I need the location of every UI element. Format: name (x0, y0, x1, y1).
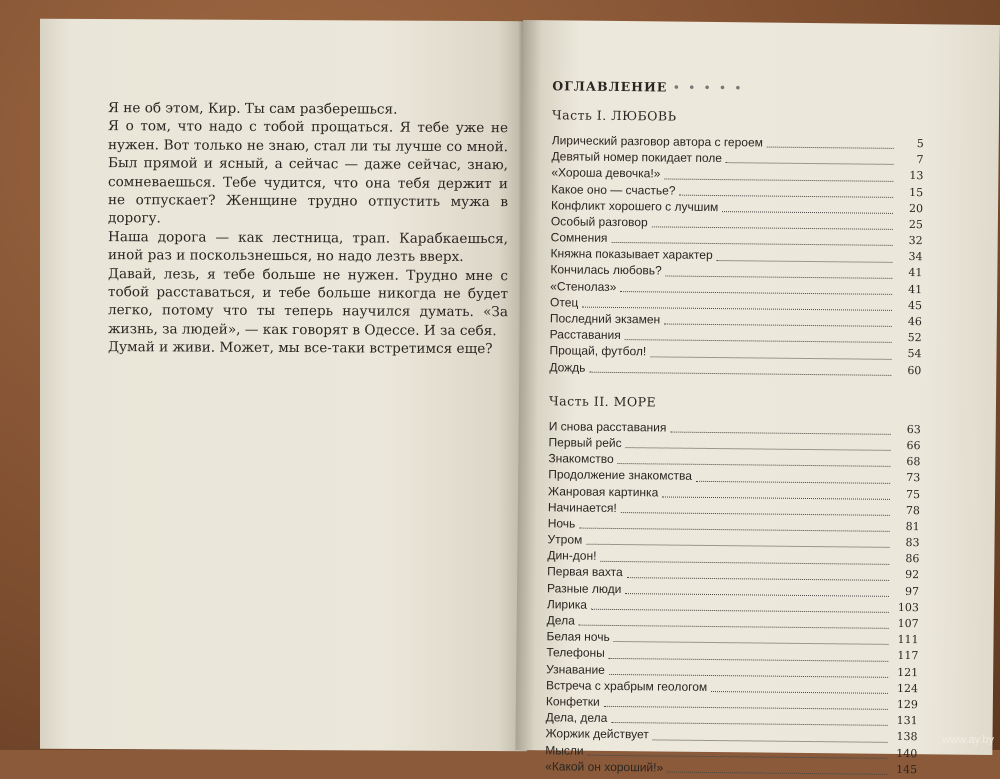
toc-entry-title: «Хороша девочка!» (551, 165, 661, 181)
toc-leader-dots (679, 193, 893, 197)
toc-entry-page: 117 (897, 649, 919, 663)
toc-leader-dots (614, 640, 889, 645)
toc-entry-title: Первая вахта (547, 564, 623, 580)
paragraph: Я о том, что надо с тобой прощаться. Я тебе уже не нужен. Вот только не знаю, стал ли ты лучше со мной. Был прямой и ясный, а сейчас — даже сейчас, знаю, сомневаешься. Тебе чудится, что она тебя держит и не отпускает? Женщине трудно отпустить мужа в дорогу. (108, 118, 508, 227)
toc-leader-dots (579, 527, 889, 532)
toc-entry-page: 140 (896, 746, 918, 760)
toc-entry-page: 103 (897, 600, 919, 615)
toc-leader-dots (620, 290, 892, 295)
toc-entry-page: 52 (907, 331, 922, 345)
toc-leader-dots (627, 576, 889, 581)
toc-leader-dots (604, 705, 888, 710)
toc-entry-title: Разные люди (546, 580, 622, 596)
toc-entry-page: 20 (908, 201, 924, 215)
toc-entry-page: 34 (908, 250, 923, 264)
toc-entry-title: «Какой он хороший!» (545, 759, 664, 775)
toc-entry-page: 83 (905, 536, 920, 550)
toc-entry-page: 13 (909, 169, 924, 183)
toc-entry-title: Телефоны (546, 645, 605, 661)
toc-leader-dots (626, 446, 891, 451)
toc-entry-title: Отец (549, 295, 579, 310)
toc-leader-dots (621, 511, 890, 516)
toc-entry-page: 92 (905, 568, 920, 582)
toc-entry-page: 145 (896, 762, 918, 776)
toc-title-text: ОГЛАВЛЕНИЕ (552, 78, 668, 95)
toc-entry-title: Дела, дела (545, 710, 608, 726)
toc-entry-page: 138 (896, 730, 918, 744)
toc-leader-dots (670, 431, 890, 435)
toc-entry-page: 81 (905, 519, 920, 534)
toc-entry-page: 86 (905, 552, 920, 566)
right-page (515, 20, 1000, 776)
watermark: www.ay.by (942, 734, 994, 746)
toc-leader-dots (609, 657, 889, 662)
toc-entry-title: Сомнения (550, 230, 608, 246)
toc-entry-title: Какое оно — счастье? (551, 181, 676, 198)
toc-leader-dots (586, 543, 889, 548)
part2-entries (545, 418, 921, 778)
toc-entry-title: Лирика (546, 597, 588, 612)
left-page (40, 19, 527, 752)
toc-entry-page: 5 (916, 137, 924, 151)
open-book (40, 20, 1000, 776)
toc-entry-page: 131 (896, 714, 918, 728)
toc-entry-title: «Стенолаз» (550, 278, 617, 294)
toc-leader-dots (579, 624, 889, 629)
toc-entry-title: Мысли (545, 742, 584, 758)
toc-leader-dots (767, 146, 894, 149)
toc-entry-title: Дождь (549, 359, 586, 375)
toc-leader-dots (591, 608, 889, 613)
toc-entry-page: 25 (908, 217, 923, 232)
toc-entry-page: 45 (907, 298, 923, 313)
toc-entry-page: 97 (904, 584, 920, 598)
toc-entry-page: 60 (907, 363, 922, 377)
toc-leader-dots (666, 274, 893, 278)
toc-leader-dots (664, 177, 893, 181)
toc-entry-page: 121 (897, 665, 919, 679)
toc-entry-page: 111 (897, 633, 919, 647)
paragraph: Думай и живи. Может, мы все-таки встретимся еще? (108, 339, 493, 358)
toc-entry-title: Дин-дон! (547, 548, 597, 564)
toc-title (552, 78, 924, 97)
toc-leader-dots (588, 753, 888, 758)
toc-entry-title: Знакомство (548, 451, 614, 467)
part1-heading: Часть I. ЛЮБОВЬ (551, 107, 677, 124)
toc-entry-title: Ночь (547, 516, 576, 531)
toc-entry-page: 75 (905, 487, 921, 501)
toc-entry-page: 129 (896, 697, 918, 712)
paragraph: Давай, лезь, я тебе больше не нужен. Трудно мне с тобой расставаться, и тебе больше никогда не будет легко, потому что ты теперь научился думать. «За жизнь, за людей», — как говорят в Одессе. И за себя. (108, 265, 508, 339)
toc-entry-title: Узнавание (546, 661, 605, 677)
toc-leader-dots (696, 479, 890, 483)
toc-leader-dots (667, 770, 887, 774)
toc-leader-dots (600, 559, 889, 564)
toc-leader-dots (625, 339, 892, 344)
toc-entry-title: И снова расставания (548, 419, 667, 435)
toc-entry-page: 66 (906, 439, 921, 453)
toc-entry-page: 46 (907, 315, 922, 329)
toc-entry-page: 78 (905, 503, 920, 517)
toc-entry-title: Особый разговор (550, 214, 648, 230)
toc-leader-dots (664, 323, 892, 327)
toc-entry-page: 107 (897, 617, 919, 631)
toc-entry-title: Утром (547, 532, 583, 547)
toc-leader-dots (589, 371, 891, 376)
toc-entry-title: Лирический разговор автора с героем (551, 133, 764, 150)
toc-entry-title: Конфликт хорошего с лучшим (550, 198, 719, 214)
toc-entry-title: Жанровая картинка (547, 483, 659, 499)
toc-leader-dots (726, 162, 894, 166)
toc-leader-dots (611, 721, 887, 726)
toc-title-dots: • • • • • (672, 79, 744, 96)
toc-leader-dots (662, 495, 890, 499)
toc-leader-dots (611, 241, 892, 246)
toc-leader-dots (653, 738, 888, 742)
toc-entry-title: Последний экзамен (549, 311, 661, 327)
toc-leader-dots (618, 462, 891, 467)
toc-leader-dots (722, 210, 893, 214)
toc-entry-title: Дела (546, 613, 575, 628)
toc-entry-page: 73 (906, 471, 921, 485)
paragraph: Наша дорога — как лестница, трап. Карабкаешься, иной раз и поскользнешься, но надо лезть вверх. (108, 228, 508, 266)
table-of-contents (545, 78, 924, 778)
part2-heading: Часть II. МОРЕ (548, 393, 657, 410)
left-page-text (108, 99, 508, 359)
toc-entry-title: Прощай, футбол! (549, 343, 647, 359)
toc-entry-title: Начинается! (547, 500, 617, 515)
toc-entry-title: Первый рейс (548, 435, 622, 451)
toc-leader-dots (652, 225, 893, 230)
toc-entry-title: Встреча с храбрым геологом (545, 678, 708, 694)
toc-entry-page: 41 (908, 266, 923, 280)
toc-entry-page: 63 (906, 422, 921, 436)
toc-entry-page: 7 (916, 153, 924, 167)
toc-entry-title: Расставания (549, 327, 621, 343)
toc-leader-dots (625, 592, 889, 597)
toc-leader-dots (711, 690, 888, 694)
toc-leader-dots (609, 673, 888, 678)
toc-entry-page: 68 (906, 455, 921, 469)
toc-entry-page: 54 (907, 347, 922, 361)
part1-entries (549, 132, 924, 379)
toc-entry (549, 359, 921, 379)
toc-entry-title: Конфетки (545, 694, 600, 709)
toc-entry (545, 758, 917, 778)
toc-entry-page: 41 (908, 282, 923, 296)
toc-entry-page: 32 (908, 234, 923, 248)
toc-leader-dots (582, 306, 892, 311)
toc-entry-page: 15 (909, 185, 924, 199)
toc-leader-dots (717, 259, 893, 263)
toc-entry-page: 124 (896, 681, 919, 695)
toc-entry-title: Белая ночь (546, 629, 610, 645)
toc-entry-title: Продолжение знакомства (548, 467, 692, 484)
toc-entry-title: Кончилась любовь? (550, 262, 662, 278)
toc-entry-title: Княжна показывает характер (550, 246, 713, 263)
paragraph: Я не об этом, Кир. Ты сам разберешься. (108, 100, 398, 118)
toc-entry-title: Девятый номер покидает поле (551, 149, 723, 166)
toc-entry-title: Жоржик действует (545, 726, 649, 742)
toc-leader-dots (650, 355, 891, 360)
